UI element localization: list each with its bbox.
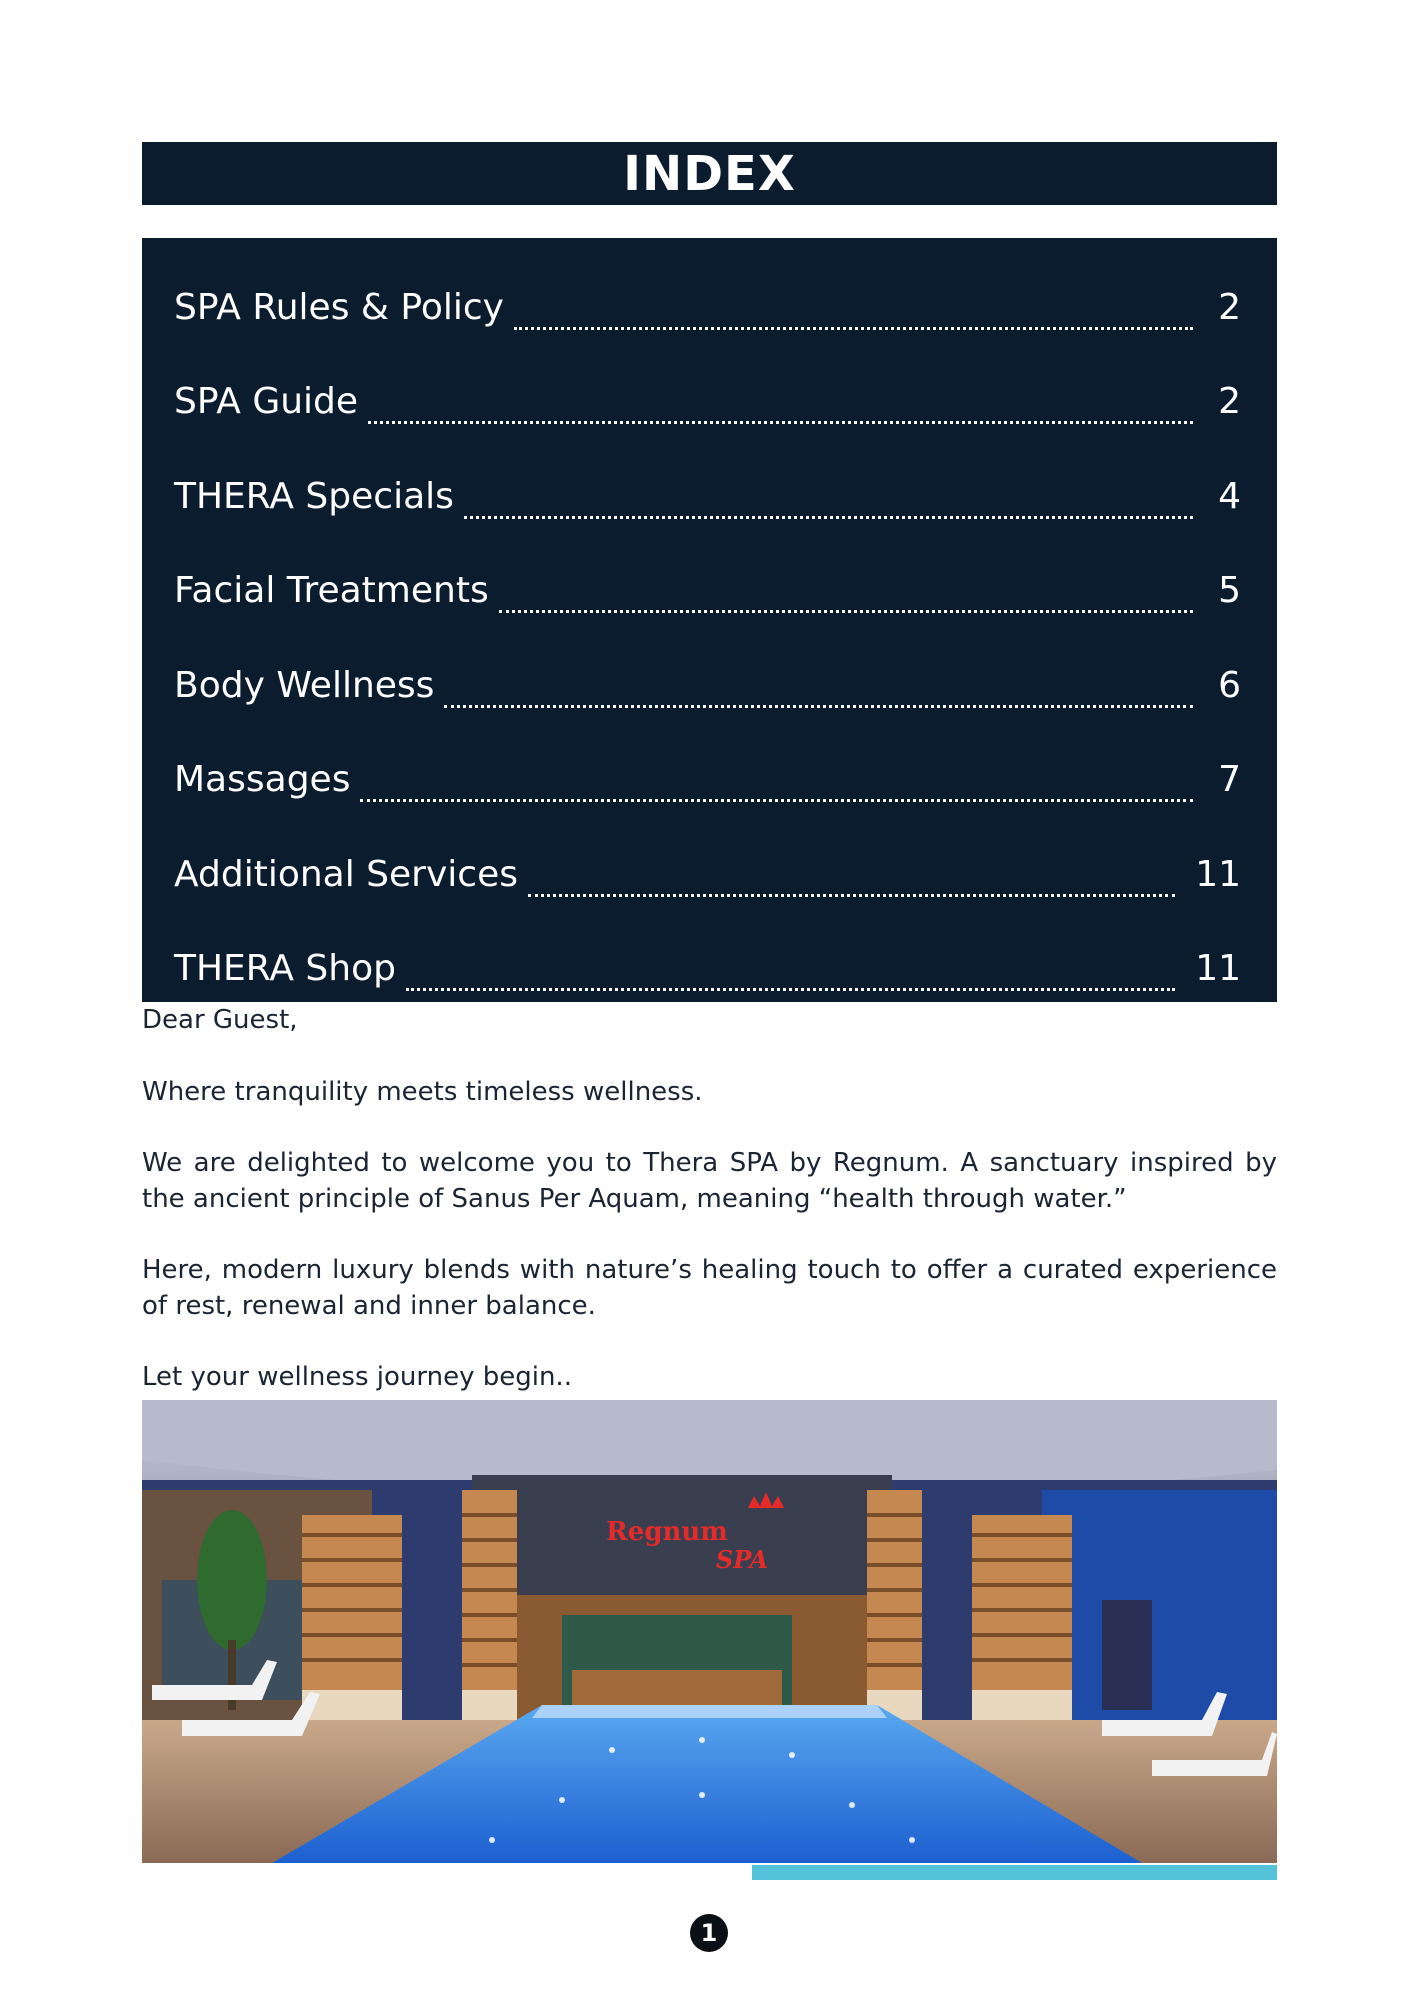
spa-sign-spa: SPA — [715, 1545, 769, 1574]
toc-row-facial-treatments[interactable] — [174, 544, 1241, 639]
toc-leader-dots — [406, 958, 1175, 991]
table-of-contents — [142, 238, 1277, 1002]
toc-page: 6 — [1218, 664, 1241, 706]
spa-pool-illustration — [142, 1400, 1277, 1863]
page-number-badge — [690, 1914, 728, 1952]
toc-page: 4 — [1218, 475, 1241, 517]
toc-label: THERA Specials — [174, 475, 454, 517]
toc-page: 5 — [1218, 570, 1241, 612]
letter-tagline: Where tranquility meets timeless wellness. — [142, 1077, 703, 1107]
toc-row-body-wellness[interactable] — [174, 638, 1241, 733]
toc-leader-dots — [514, 297, 1193, 330]
toc-leader-dots — [444, 675, 1193, 708]
toc-label: Body Wellness — [174, 664, 435, 706]
toc-row-spa-guide[interactable] — [174, 355, 1241, 450]
toc-label: Additional Services — [174, 853, 518, 895]
toc-row-additional-services[interactable] — [174, 827, 1241, 922]
spa-pool-photo — [142, 1400, 1277, 1863]
toc-page: 2 — [1218, 381, 1241, 423]
toc-leader-dots — [360, 769, 1193, 802]
toc-label: Facial Treatments — [174, 570, 489, 612]
accent-bar — [752, 1865, 1277, 1880]
letter-greeting: Dear Guest, — [142, 1005, 298, 1035]
letter-paragraph-1: We are delighted to welcome you to Thera SPA by Regnum. A sanctuary inspired by the ancient principle of Sanus Per Aquam, meaning “health through water.” — [142, 1148, 1277, 1214]
page-number: 1 — [700, 1919, 718, 1947]
toc-label: SPA Rules & Policy — [174, 286, 504, 328]
welcome-letter — [142, 1002, 1277, 1430]
letter-paragraph-2: Here, modern luxury blends with nature’s healing touch to offer a curated experience of rest, renewal and inner balance. — [142, 1255, 1277, 1321]
toc-page: 2 — [1218, 286, 1241, 328]
toc-label: Massages — [174, 759, 351, 801]
page-title: INDEX — [623, 145, 796, 202]
toc-leader-dots — [499, 580, 1193, 613]
toc-row-massages[interactable] — [174, 733, 1241, 828]
toc-page: 11 — [1195, 948, 1241, 990]
spa-sign-regnum: Regnum — [606, 1517, 728, 1547]
toc-row-spa-rules[interactable] — [174, 260, 1241, 355]
toc-label: THERA Shop — [174, 948, 396, 990]
toc-leader-dots — [464, 486, 1193, 519]
toc-page: 7 — [1218, 759, 1241, 801]
letter-closing: Let your wellness journey begin.. — [142, 1362, 572, 1392]
toc-page: 11 — [1195, 853, 1241, 895]
toc-row-thera-specials[interactable] — [174, 449, 1241, 544]
index-title-bar — [142, 142, 1277, 205]
toc-label: SPA Guide — [174, 381, 359, 423]
toc-leader-dots — [368, 391, 1193, 424]
toc-leader-dots — [528, 864, 1175, 897]
